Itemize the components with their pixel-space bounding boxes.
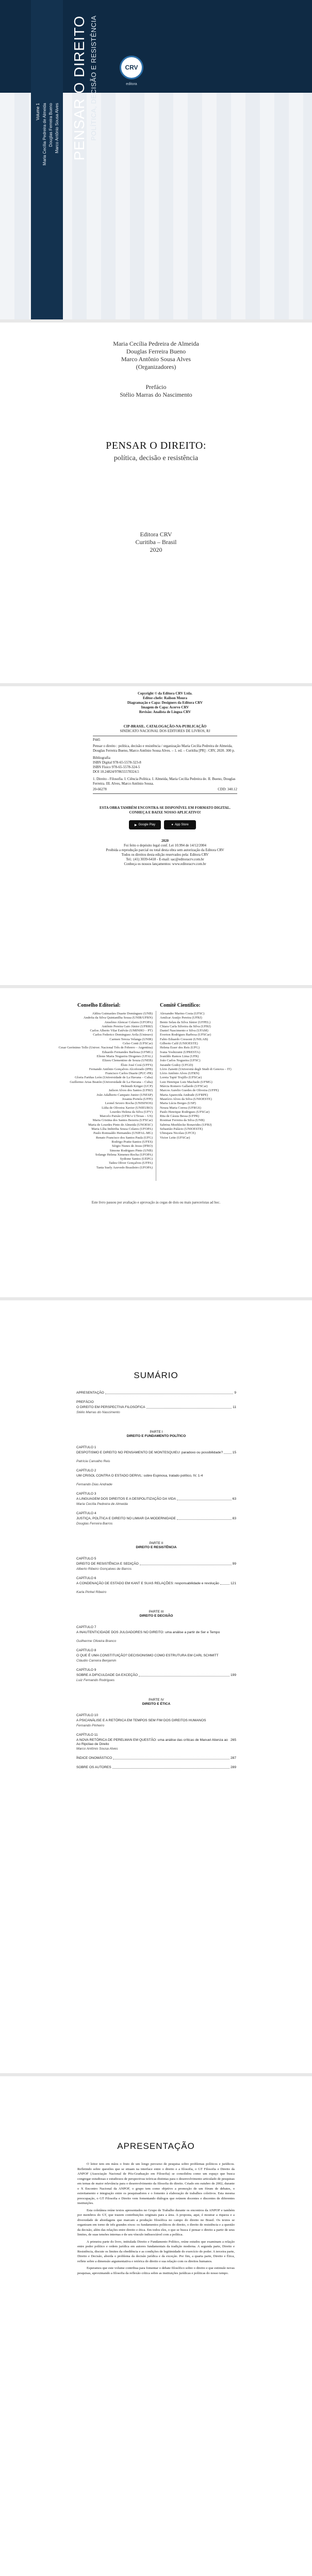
council-member: Paulo Romualdo Hernandes (UNIFAL-MG) [93,1131,153,1136]
cip-subjects: 1. Direito - Filosofia. I. Ciência Política. I. Almeida, Maria Cecília Pedreira de. II. Bueno, Douglas Ferreira. III. Alves, Marco Antônio Sousa. [93,777,236,786]
publisher-logo-icon: CRV [120,56,143,79]
ebook-subheading: CONHEÇA E BAIXE NOSSO APLICATIVO! [129,810,201,815]
toc-entry[interactable] [76,1756,236,1760]
toc-entry-text: A NOVA RETÓRICA DE PERELMAN EM QUESTÃO: uma análise das críticas de Manuel Atienza ao Ao Ripcliao de Direito [76,1738,228,1746]
council-member: Eduardo Fernandes Barbosa (UFMG) [102,1050,153,1054]
preface-label: Prefácio [145,383,167,391]
council-member: Francisco Carlos Duarte (PUC-PR) [105,1072,153,1076]
council-member: Fernando Antônio Gonçalves Alcoforado (IPB) [89,1067,153,1071]
revision-line: Revisão: Analista de Língua CRV [139,710,191,714]
legal-deposit: Foi feito o depósito legal conf. Lei 10.994 de 14/12/2004 [123,843,206,848]
presentation-paragraph: Esta coletânea reúne textos apresentados no Grupo de Trabalho durante os encontros da ANPOF e também por membros do GT, que trazem contribuições originais para a área. A proposta, aqui, é mostrar a riqueza e a diversidade de abordagens que marcam a produção filosófica no campo do direito no Brasil. Os textos se organizam em torno de três grandes eixos: os fundamentos políticos do direito, o direito de resistência e a questão da decisão, além das relações entre direito e ética. Em todos eles, o que se busca é pensar o direito a partir de seus limites, de suas tensões internas e de seu vínculo indissociável com a política. [77,2208,235,2236]
toc-entry-text: O DIREITO EM PERSPECTIVA FILOSÓFICA [76,1405,145,1409]
toc-chapter-title[interactable] [76,1562,236,1566]
toc-entry[interactable] [76,1668,236,1672]
toc-part-title: DIREITO E RESISTÊNCIA [136,1546,177,1549]
book-subtitle: política, decisão e resistência [113,454,199,462]
toc-chapter-title[interactable] [76,1654,236,1658]
editor-line: Editor-chefe: Railson Moura [142,696,188,700]
credits-block [93,691,237,715]
council-member: Ubirajara Nicolau (UFCE) [160,1131,196,1136]
toc-chapter-title[interactable] [76,1474,236,1478]
toc-entry-text: CAPÍTULO 8 [76,1649,96,1652]
toc-leader-dots [105,1391,234,1394]
organizers-list [0,340,312,371]
toc-author: Luiz Fernando Rodrigues [76,1679,115,1682]
toc-page-number: 11 [233,1405,236,1409]
publisher-tag: editora [126,82,137,86]
cip-number: 20-66278 [93,787,107,791]
toc-entry[interactable] [76,1492,236,1496]
toc-author: Douglas Ferreira Barros [76,1522,113,1526]
toc-entry-text: A PSICANÁLISE E A RETÓRICA EM TEMPOS SEM FIM DOS DIREITOS HUMANOS [76,1719,206,1722]
toc-author: Marco Antônio Sousa Alves [76,1747,118,1751]
council-member: Jurandir Godoy (UFGD) [160,1063,193,1067]
council-member: Leonel Severo Rocha (UNISINOS) [105,1101,153,1106]
council-member: Loreta Tapié Trujillo (UFSCar) [160,1076,202,1080]
toc-page-number: 121 [230,1582,236,1585]
toc-leader-dots [112,1766,229,1769]
toc-part-number: PARTE I [150,1430,163,1434]
toc-page-number: 63 [232,1497,236,1501]
toc-author: Fernando Dias Andrade [76,1483,112,1486]
toc-entry-text: CAPÍTULO 2 [76,1469,96,1472]
publish-year: 2020 [150,546,162,553]
council-member: Alexandre Marino Costa (UFSC) [160,1012,205,1015]
toc-part-number: PARTE III [149,1610,164,1614]
title-page [0,323,312,683]
book-cover [0,0,312,319]
council-member: Lívio Zanotti (Università degli Studi di Genova – IT) [160,1067,232,1071]
spine-organizer-2: Douglas Ferreira Bueno [48,103,53,147]
toc-entry-text: CAPÍTULO 4 [76,1512,96,1515]
council-member: Maria Lúcia Borges (USP) [160,1101,196,1106]
ebook-notice [93,806,237,815]
cip-isbn-digital: ISBN Digital 978-65-5578-323-8 [93,760,141,765]
council-member: Jailson Alves dos Santos (UFRJ) [108,1089,153,1093]
council-member: Everton Rodrigues Barbosa (UFSCar) [160,1033,211,1037]
toc-entry-text: A LINGUAGEM DOS DIREITOS E A DESPOLITIZAÇÃO DA VIDA [76,1497,176,1501]
toc-entry[interactable] [76,1625,236,1630]
toc-leader-dots [224,1451,232,1454]
council-member: Maria Aparecida Andrade (UFRPE) [160,1093,208,1097]
council-member: Márcia Romero Gallardo (UFSCar) [160,1084,208,1089]
presentation-paragraph: Esperamos que este volume contribua para fomentar o debate filosófico sobre o direito e que estimule novas pesquisas, aproximando a filosofia da reflexão crítica sobre as instituições jurídicas e políticas do nosso tempo. [77,2266,235,2275]
toc-author: Fernando Pinheiro [76,1724,105,1727]
toc-entry[interactable] [76,1400,236,1404]
toc-part-number: PARTE II [149,1541,163,1545]
legal-website: Conheça os nossos lançamentos: www.editoracrv.com.br [124,862,206,866]
toc-part-number: PARTE IV [149,1698,164,1702]
toc-chapter-title[interactable] [76,1517,236,1521]
toc-chapter-title[interactable] [76,1582,236,1586]
council-member: Rodrigo Pratte-Santos (UFES) [111,1140,153,1144]
cover-title: PENSAR O DIREITO [71,15,87,161]
toc-author: Alberto Ribeiro Gonçalves de Barros [76,1567,132,1571]
cip-bibliography: Bibliografia [93,756,110,760]
book-title: PENSAR O DIREITO: [106,440,206,451]
toc-entry-text: CAPÍTULO 5 [76,1557,96,1561]
summary-page [0,1300,312,2073]
toc-entry-text: O QUE É UMA CONSTITUIÇÃO? DECISIONISMO COMO ESTRUTURA EM CARL SCHMITT [76,1654,219,1657]
toc-author: Maria Cecília Pedreira de Almeida [76,1502,128,1506]
toc-part-title: DIREITO E FUNDAMENTO POLÍTICO [126,1434,186,1438]
council-member: Amilcar Araújo Pereira (UFRJ) [160,1016,202,1020]
council-member: Simone Rodrigues Pinto (UNB) [109,1148,153,1153]
app-store-button[interactable] [164,820,196,829]
council-member: Sabrina Moehlecke Bonavides (UFRJ) [160,1123,212,1127]
apple-icon: ● [171,823,173,826]
peer-review-note: Este livro passou por avaliação e aprovação às cegas de dois ou mais pareceristas ad hoc. [91,1200,221,1205]
presentation-paragraph: A primeira parte do livro, intitulada Direito e Fundamento Político, reúne estudos que examinam a relação entre poder político e ordem jurídica em autores fundamentais da tradição moderna. A segunda parte, Direito e Resistência, discute os limites da obediência e as condições de legitimidade do exercício do poder. A terceira parte, Direito e Decisão, aborda o problema da decisão jurídica e da exceção. Por fim, a quarta parte, Direito e Ética, reflete sobre a dimensão argumentativa e retórica do direito e sua relação com os direitos humanos. [77,2240,235,2263]
toc-leader-dots [146,1405,232,1409]
council-member: Bento Selau da Silva Júnior (UFPEL) [160,1020,211,1024]
toc-entry[interactable] [76,1391,236,1395]
cover-image-line: Imagem de Capa: Acervo CRV [141,705,189,709]
toc-entry-text: SOBRE A DIFICULDADE DA EXCEÇÃO [76,1673,138,1677]
cip-codes [93,787,237,792]
organizer-name: Maria Cecília Pedreira de Almeida [113,340,199,347]
cip-heading [93,724,237,734]
toc-chapter-title[interactable] [76,1497,236,1501]
council-member: Ivana Yoshizumi (UPRESTA) [160,1050,201,1054]
copyright-line: Copyright © da Editora CRV Ltda. [138,691,192,696]
toc-page-number: 99 [232,1562,236,1566]
toc-entry-text: SOBRE OS AUTORES [76,1766,111,1769]
editorial-board-list [52,1012,153,1170]
cover-spine [31,0,63,319]
council-member: Maurício Alves da Silva (UNIOESTE) [160,1097,212,1101]
council-member: Cesar Gerónimo Tello (Univer. Nacional Três de Febrero – Argentina) [58,1046,153,1050]
scientific-committee-heading: Comitê Científico: [160,1003,201,1008]
organizer-role: (Organizadores) [136,363,176,370]
council-member: Neuza Maria Correa (UFRGS) [160,1106,201,1110]
council-member: Celso Conti (UFSCar) [122,1042,153,1046]
toc-leader-dots [177,1497,232,1500]
toc-entry[interactable] [76,1649,236,1653]
toc-entry-text: CAPÍTULO 11 [76,1733,98,1737]
toc-entry-text: PREFÁCIO [76,1400,94,1404]
spine-organizer-1: Maria Cecília Pedreira de Almeida [42,103,47,165]
design-line: Diagramação e Capa: Designers da Editora CRV [127,701,203,705]
copyright-page [0,686,312,985]
toc-part-heading [76,1430,236,1438]
toc-leader-dots [220,1582,229,1585]
council-member: Chiara Carla Silveira da Silva (UFRJ) [160,1024,211,1028]
council-member: Carlos Federico Dominguez Avila (Unieuro) [93,1033,153,1037]
toc-entry[interactable] [76,1557,236,1561]
ebook-heading: ESTA OBRA TAMBÉM ENCONTRA-SE DISPONÍVEL EM FORMATO DIGITAL. [100,806,231,810]
toc-entry-text: CAPÍTULO 6 [76,1577,96,1580]
legal-contact: Tel.: (41) 3039-6418 - E-mail: sac@editoracrv.com.br [126,857,204,861]
cip-text: Pensar o direito : política, decisão e resistência / organização Maria Cecília Pedreira de Almeida, Douglas Ferreira Bueno, Marco Antônio Sousa Alves. – 1. ed. – Curitiba [PR] : CRV, 2020. 300 p. [93,744,235,753]
cip-title: CIP-BRASIL. CATALOGAÇÃO-NA-PUBLICAÇÃO [123,724,207,728]
toc-part-title: DIREITO E DECISÃO [139,1614,173,1618]
spine-volume: Volume 1 [36,103,40,121]
council-member: Paulo Henrique Rodrigues (UFSCar) [160,1110,210,1114]
scientific-committee-list [160,1012,261,1140]
presentation-paragraph: O leitor tem em mãos o fruto de um longo percurso de pesquisa sobre problemas políticos e jurídicos. Refletindo sobre questões que se situam na interface entre o direito e a filosofia, o GT Filosofia e Direito da ANPOF (Associação Nacional de Pós-Graduação em Filosofia) se consolidou como um espaço que busca congregar estudiosas e estudiosos de perspectivas teóricas distintas para o desenvolvimento articulado de pesquisas em temas de maior relevância para o desenvolvimento da filosofia do direito. Criado em outubro de 2002, durante o X Encontro Nacional da ANPOF, o grupo tem como objetivo a promoção de um fórum de debates, o estreitamento e integração entre os pesquisadores e o fomento à elaboração de trabalhos coletivos. Esta mesma preocupação, o GT Filosofia e Direito vem fomentando diálogos que reúnem docentes e discentes de diferentes instituições. [77,2162,235,2205]
toc-entry[interactable] [76,1469,236,1473]
toc-page-number: 15 [232,1451,236,1454]
toc-author: Karla Pinhel Ribeiro [76,1590,107,1594]
council-member: Renato Francisco dos Santos Paula (UFG) [96,1136,153,1140]
toc-chapter-title[interactable] [76,1405,236,1410]
council-member: Marcelo Paixão (UFRJ e UTexas – US) [100,1114,153,1118]
council-member: Helena Esser dos Reis (UFG) [160,1046,200,1050]
cip-isbn-print: ISBN Físico 978-65-5578-324-5 [93,765,140,769]
toc-entry[interactable] [76,1577,236,1581]
council-member: Gloria Fariñas León (Universidade de La Havana – Cuba) [75,1076,153,1080]
toc-entry-text: A CONDENAÇÃO DE ESTADO EM KANT E SUAS RELAÇÕES: responsabilidade e revolução [76,1582,219,1585]
council-member: Ivanildo Ramos Lima (UFR) [160,1054,199,1058]
toc-page-number: 9 [234,1391,236,1395]
council-member: Tadeu Oliver Gonçalves (UFPA) [108,1161,153,1165]
publisher-name: Editora CRV [140,531,172,538]
council-member: Fabio Eduardo Cressoni (UNILAB) [160,1037,208,1041]
legal-rights: Todos os direitos desta edição reservados pela: Editora CRV [121,853,209,857]
council-member: Sérgio Nunes de Jesus (IFRO) [112,1144,153,1148]
toc-page-number: 289 [230,1766,236,1769]
google-play-button[interactable] [129,820,161,829]
council-member: Elizeu Clementino de Souza (UNEB) [102,1059,153,1063]
council-member: Solange Helena Ximenes-Rocha (UFOPA) [95,1153,153,1157]
council-page [0,988,312,1297]
toc-chapter-title[interactable] [76,1719,236,1723]
cip-code: P445 [93,738,101,742]
toc-part-heading [76,1541,236,1550]
council-member: Daniel Nascimento e Silva (UFAM) [160,1029,208,1033]
cip-record [93,738,237,786]
toc-author: Patrícia Carvalho Reis [76,1460,110,1463]
legal-prohibition: Proibida a reprodução parcial ou total desta obra sem autorização da Editora CRV [106,848,224,852]
organizer-name: Douglas Ferreira Bueno [126,348,186,355]
spine-organizer-3: Marco Antônio Sousa Alves [55,103,59,154]
google-play-label: Google Play [138,823,156,826]
table-of-contents [76,1391,236,2040]
council-member: Élsio José Corá (UFFS) [121,1063,153,1067]
toc-part-title: DIREITO E ÉTICA [142,1702,171,1706]
cover-subtitle: POLÍTICA, DECISÃO E RESISTÊNCIA [90,15,97,141]
app-store-label: App Store [174,823,189,826]
toc-page-number: 199 [230,1673,236,1677]
council-member: Carlos Alberto Vilar Estêvão (UMINHO – PT) [90,1029,153,1033]
toc-part-heading [76,1698,236,1706]
toc-entry-text: A INAUTENTICIDADE DOS JULGADORES NO DIREITO: uma análise a partir de Ser e Tempo [76,1631,220,1634]
council-member: João Carlos Nogueira (UFSC) [160,1059,201,1063]
council-member: João Adalberto Campato Junior (UNESP) [96,1093,153,1097]
toc-entry-text: APRESENTAÇÃO [76,1391,104,1395]
council-member: Rosimar Ferreira da Silva (UNB) [160,1118,205,1123]
council-member: Aldira Guimarães Duarte Domínguez (UNB) [92,1012,153,1015]
council-member: Elione Maria Nogueira Diogenes (UFAL) [96,1054,153,1058]
council-member: Victor Leite (UFSCar) [160,1136,190,1140]
toc-entry[interactable] [76,1733,236,1737]
council-member: Rita de Cássia Bessa (UFPR) [160,1114,200,1118]
legal-notice [93,839,237,867]
toc-entry-text: DESPOTISMO E DIREITO NO PENSAMENTO DE MONTESQUIEU: paradoxo ou possibilidade? [76,1451,223,1454]
toc-entry[interactable] [76,1714,236,1718]
toc-entry-text: ÍNDICE ONOMÁSTICO [76,1756,112,1760]
toc-author: Guilherme Oliveira Branco [76,1639,117,1643]
toc-entry[interactable] [76,1512,236,1516]
cip-subtitle: SINDICATO NACIONAL DOS EDITORES DE LIVROS, RJ [120,729,210,733]
toc-entry[interactable] [76,1766,236,1770]
publisher-city: Curitiba – Brasil [135,538,177,546]
council-member: Josania Portela (UFPI) [122,1097,153,1101]
council-member: Carmen Tereza Velanga (UNIR) [109,1037,153,1041]
toc-page-number: 265 [230,1738,236,1742]
toc-entry-text: CAPÍTULO 9 [76,1668,96,1672]
toc-page-number: 83 [232,1517,236,1520]
toc-author: Cláudio Carreira Benjamin [76,1659,117,1663]
toc-entry-text: JUSTIÇA, POLÍTICA E DIREITO NO LIMIAR DA MODERNIDADE [76,1517,176,1520]
council-member: Maria Lília Imbiriba Sousa Colares (UFOPA) [91,1127,153,1131]
editorial-board-heading: Conselho Editorial: [77,1003,121,1008]
organizer-name: Marco Antônio Sousa Alves [121,355,191,363]
publisher-info [0,531,312,554]
toc-entry-text: CAPÍTULO 10 [76,1714,98,1717]
toc-entry[interactable] [76,1446,236,1450]
preface-credit [0,383,312,399]
cover-spine-text [67,10,108,161]
council-member: Maria Cristina dos Santos Bezerra (UFSCar) [92,1118,153,1123]
toc-chapter-title[interactable] [76,1673,236,1677]
council-member: Sydione Santos (UEPG) [120,1157,153,1161]
presentation-title: APRESENTAÇÃO [117,2141,195,2151]
council-member: Antônio Pereira Gaio Júnior (UFRRJ) [102,1024,153,1028]
council-member: Luiz Henrique Luiz Machado (UFMG) [160,1080,212,1084]
toc-part-heading [76,1610,236,1618]
cip-cdd: CDD: 340.12 [218,787,237,791]
council-member: Guillermo Arias Beatón (Universidade de La Havana – Cuba) [70,1080,153,1084]
toc-page-number: 287 [230,1756,236,1760]
council-member: Marcos Aurelio Guedes de Oliveira (UFPE) [160,1089,219,1093]
council-member: Lívio Antônio Alves (UFRN) [160,1072,200,1076]
legal-year: 2020 [161,839,169,843]
toc-chapter-title[interactable] [76,1738,236,1747]
toc-entry-text: CAPÍTULO 3 [76,1492,96,1496]
toc-chapter-title[interactable] [76,1631,236,1635]
council-member: Gilberto Calil (UNIOESTE) [160,1042,198,1046]
toc-chapter-title[interactable] [76,1451,236,1455]
council-member: Sebastião Palácio (UNIOESTE) [160,1127,203,1131]
council-member: Anselmo Alencar Colares (UFOPA) [104,1020,153,1024]
play-icon: ▶ [134,823,137,827]
toc-entry-text: DIREITO DE RESISTÊNCIA E SEDIÇÃO [76,1562,139,1566]
summary-title: SUMÁRIO [134,1370,178,1380]
toc-leader-dots [140,1562,232,1565]
council-member: Helmuth Krüger (UCP) [121,1084,153,1089]
preface-author: Stélio Marras do Nascimento [120,391,192,398]
council-member: Tania Suely Azevedo Brasileiro (UFOPA) [96,1165,153,1170]
council-member: Lídia de Oliveira Xavier (UNIEURO) [102,1106,153,1110]
council-member: Maria de Lourdes Pinto de Almeida (UNOESC) [88,1123,153,1127]
presentation-body [77,2162,235,2278]
toc-leader-dots [113,1756,229,1759]
toc-author: Stélio Marras do Nascimento [76,1411,120,1414]
toc-entry-text: CAPÍTULO 1 [76,1446,96,1449]
council-member: Lourdes Helena da Silva (UFV) [109,1110,153,1114]
presentation-page [0,2076,312,2576]
toc-leader-dots [177,1517,232,1520]
cip-doi: DOI 10.24824/978655578324.5 [93,770,139,774]
toc-entry-text: UM CRISOL CONTRA O ESTADO DERIVL: sobre Espinosa, tratado político, IV, 1-4 [76,1474,203,1478]
toc-leader-dots [139,1673,229,1676]
rule [93,793,237,794]
toc-entry-text: CAPÍTULO 7 [76,1625,96,1629]
council-member: Andréia da Silva Quintanilha Sousa (UNIR/UFRN) [83,1016,153,1020]
